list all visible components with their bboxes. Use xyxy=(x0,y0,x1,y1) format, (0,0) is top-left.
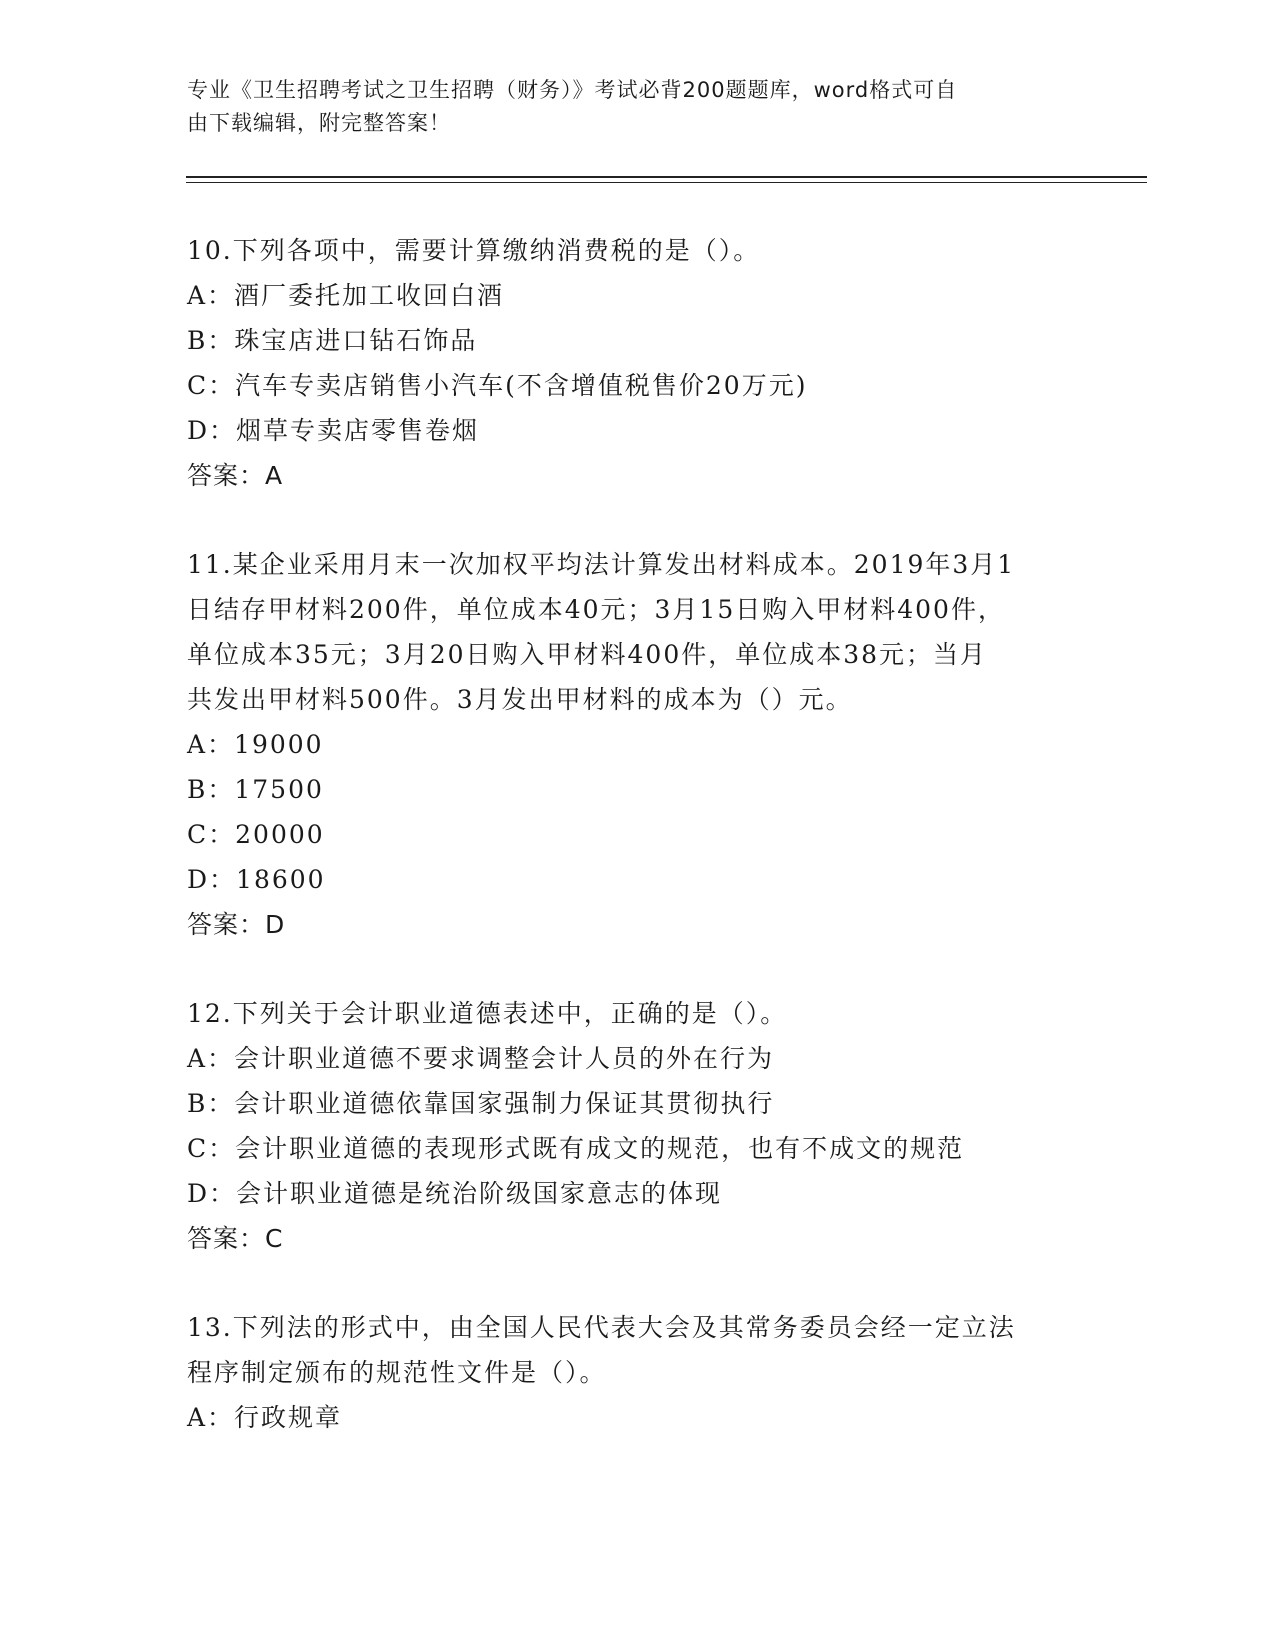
option-c: C：汽车专卖店销售小汽车(不含增值税售价20万元) xyxy=(187,371,808,400)
question-stem-line: 11.某企业采用月末一次加权平均法计算发出材料成本。2019年3月1 xyxy=(187,550,1016,579)
header-line-1: 专业《卫生招聘考试之卫生招聘（财务）》考试必背200题题库，word格式可自 xyxy=(187,78,958,102)
question-item xyxy=(187,542,1087,947)
question-stem-line: 程序制定颁布的规范性文件是（）。 xyxy=(187,1358,607,1387)
option-c: C：20000 xyxy=(187,820,325,849)
header-divider-thin xyxy=(186,182,1147,183)
option-a: A：行政规章 xyxy=(187,1403,343,1432)
question-list xyxy=(187,228,1087,1484)
option-d: D：烟草专卖店零售卷烟 xyxy=(187,416,480,445)
question-stem-line: 单位成本35元；3月20日购入甲材料400件，单位成本38元；当月 xyxy=(187,640,988,669)
question-stem xyxy=(187,991,1087,1036)
option-a: A：19000 xyxy=(187,730,324,759)
question-stem-line: 共发出甲材料500件。3月发出甲材料的成本为（）元。 xyxy=(187,685,853,714)
question-stem xyxy=(187,542,1087,722)
question-stem-line: 12.下列关于会计职业道德表述中，正确的是（）。 xyxy=(187,999,788,1028)
header-divider-thick xyxy=(186,176,1147,178)
answer-label: 答案：A xyxy=(187,461,284,490)
answer-label: 答案：C xyxy=(187,1224,284,1253)
question-stem xyxy=(187,1305,1087,1395)
header-line-2: 由下载编辑，附完整答案！ xyxy=(187,111,451,135)
question-item xyxy=(187,228,1087,498)
option-a: A：酒厂委托加工收回白酒 xyxy=(187,281,505,310)
option-a: A：会计职业道德不要求调整会计人员的外在行为 xyxy=(187,1044,775,1073)
question-stem-line: 13.下列法的形式中，由全国人民代表大会及其常务委员会经一定立法 xyxy=(187,1313,1016,1342)
option-d: D：会计职业道德是统治阶级国家意志的体现 xyxy=(187,1179,723,1208)
option-b: B：会计职业道德依靠国家强制力保证其贯彻执行 xyxy=(187,1089,775,1118)
question-stem-line: 10.下列各项中，需要计算缴纳消费税的是（）。 xyxy=(187,236,761,265)
question-item xyxy=(187,991,1087,1261)
question-stem-line: 日结存甲材料200件，单位成本40元；3月15日购入甲材料400件， xyxy=(187,595,1005,624)
option-b: B：17500 xyxy=(187,775,324,804)
question-item xyxy=(187,1305,1087,1440)
question-stem xyxy=(187,228,1087,273)
option-b: B：珠宝店进口钻石饰品 xyxy=(187,326,478,355)
answer-label: 答案：D xyxy=(187,910,286,939)
document-header xyxy=(187,74,1067,140)
option-d: D：18600 xyxy=(187,865,326,894)
option-c: C：会计职业道德的表现形式既有成文的规范，也有不成文的规范 xyxy=(187,1134,965,1163)
